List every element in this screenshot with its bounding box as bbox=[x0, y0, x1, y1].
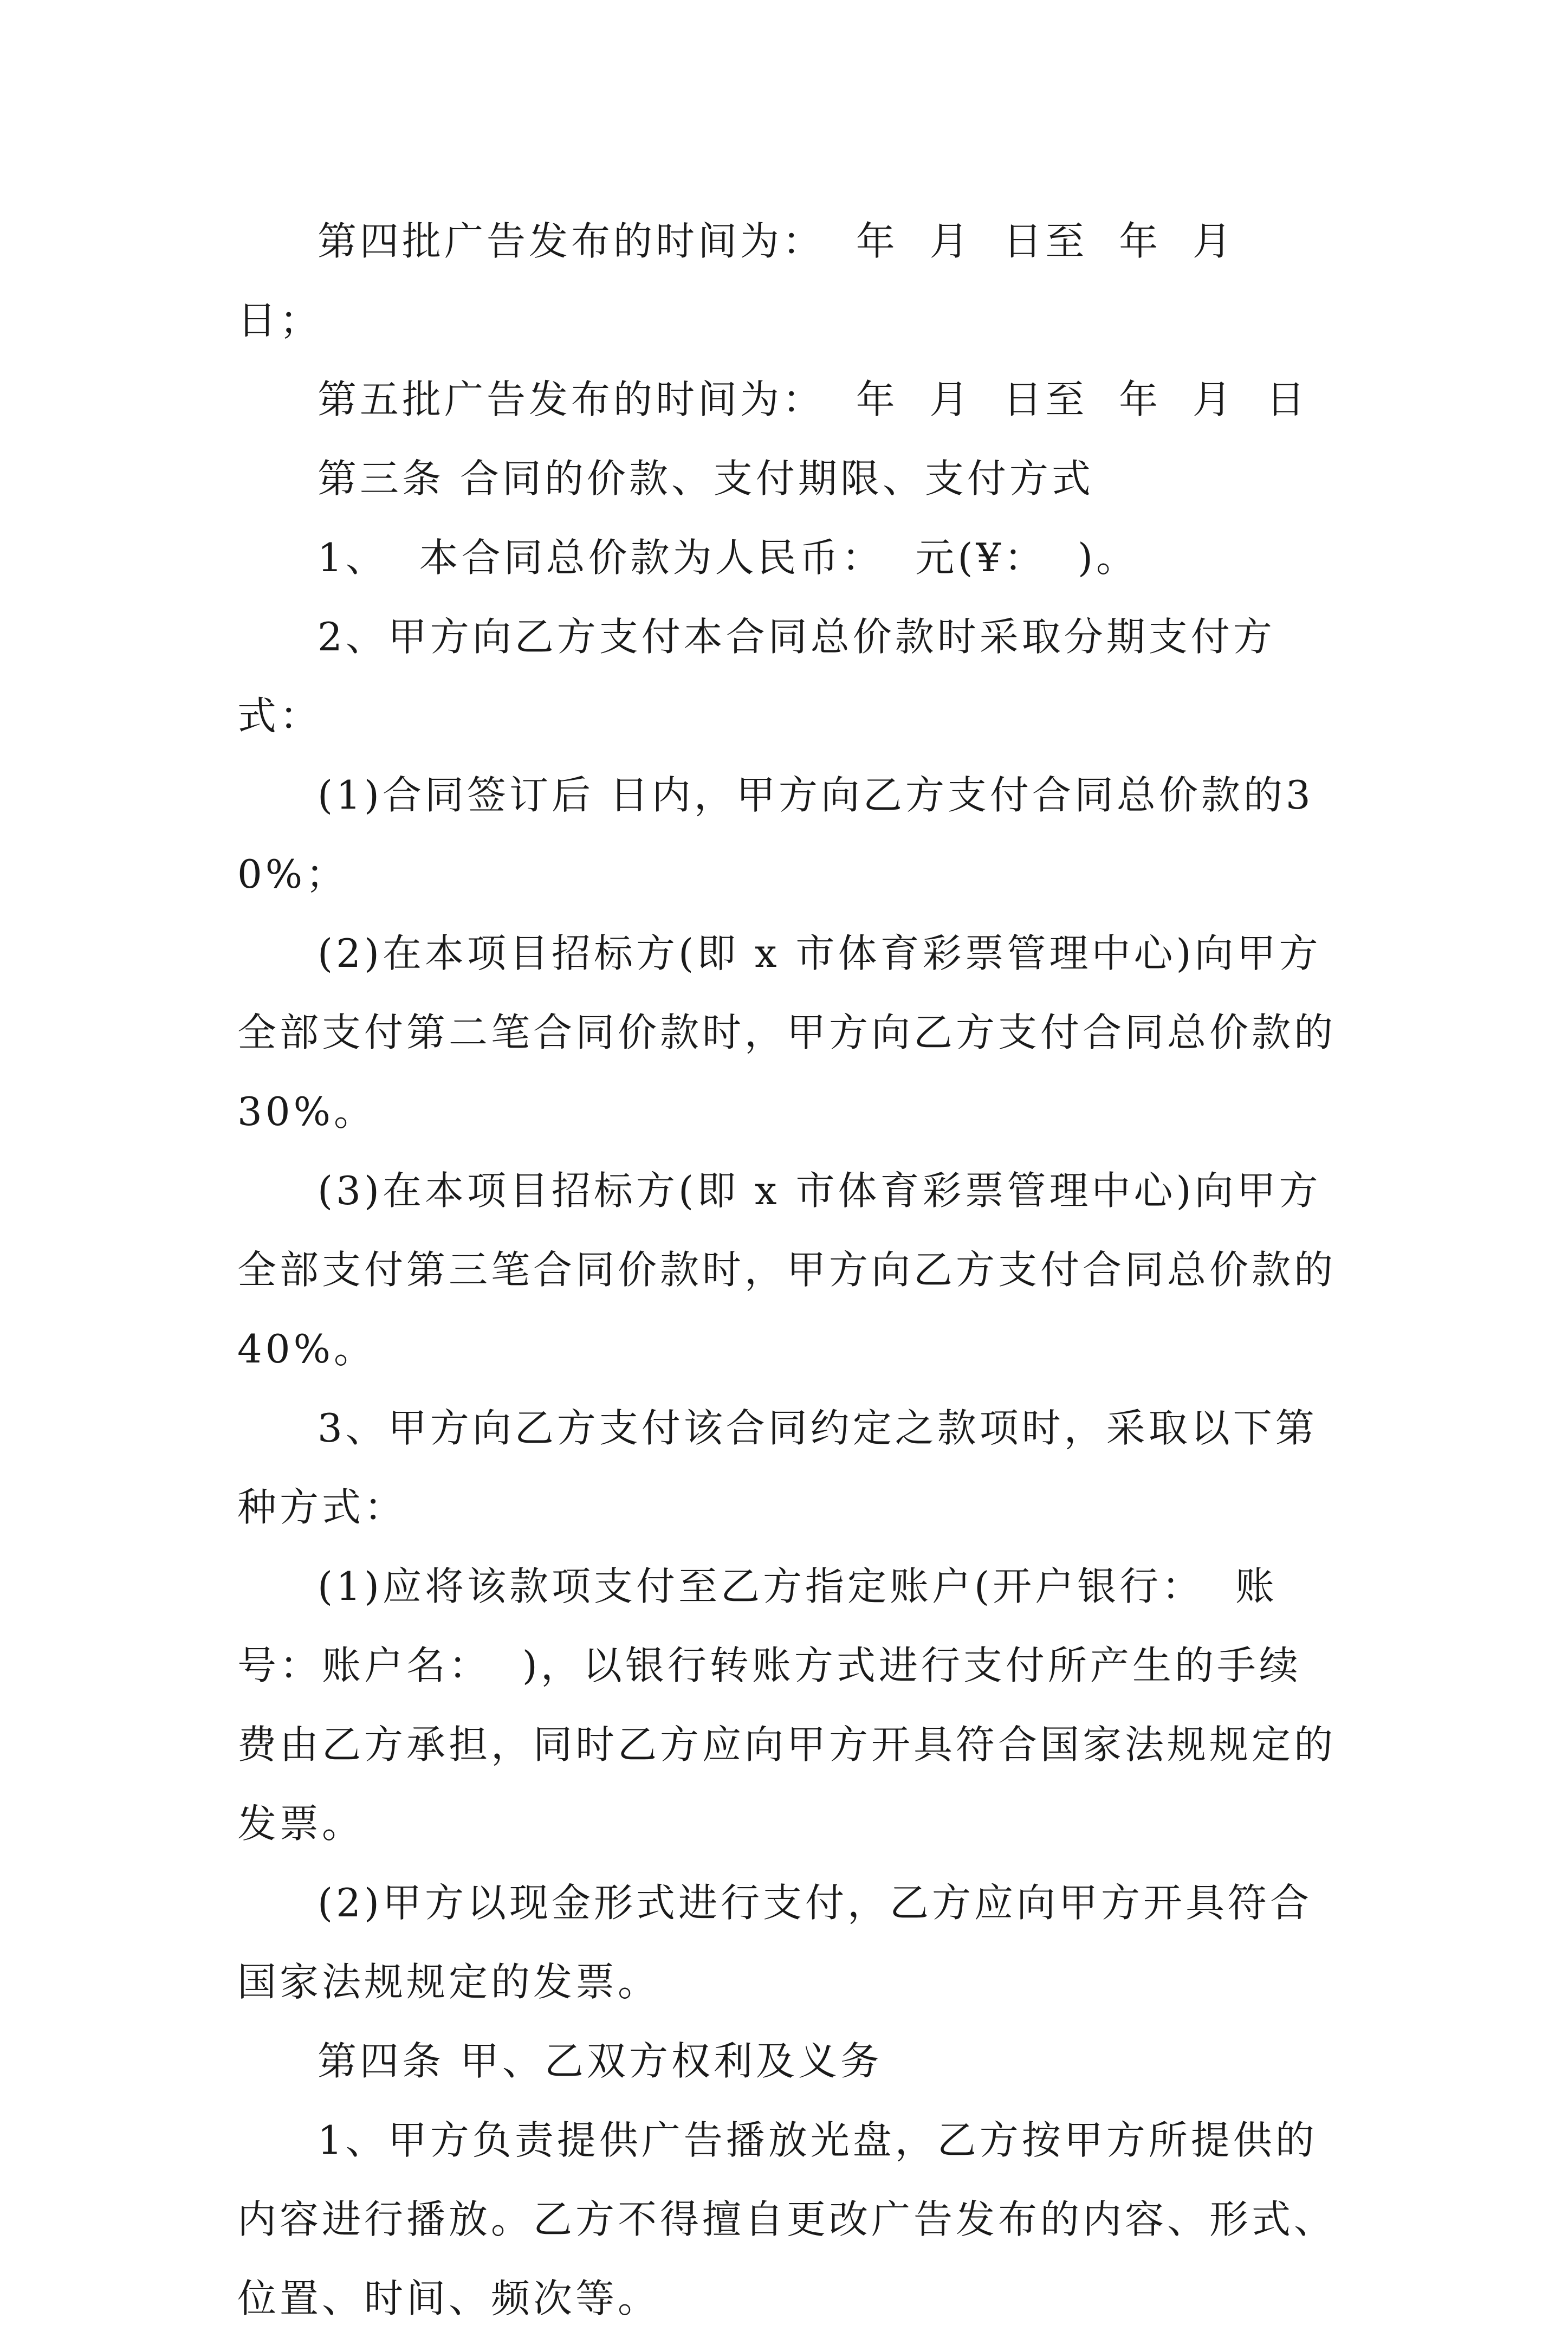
article-4-heading: 第四条 甲、乙双方权利及义务 bbox=[318, 2038, 883, 2084]
paragraph-batch-4-time: 第四批广告发布的时间为： 年 月 日至 年 月 日； bbox=[237, 218, 1266, 343]
clause-3-1: 1、 本合同总价款为人民币： 元(¥： )。 bbox=[318, 535, 1139, 580]
clause-3-2-1: (1)合同签订后 日内，甲方向乙方支付合同总价款的30%； bbox=[237, 772, 1314, 897]
article-3-heading: 第三条 合同的价款、支付期限、支付方式 bbox=[318, 456, 1094, 501]
clause-3-3-2: (2)甲方以现金形式进行支付，乙方应向甲方开具符合国家法规规定的发票。 bbox=[237, 1880, 1312, 2005]
clause-3-2-2: (2)在本项目招标方(即 x 市体育彩票管理中心)向甲方全部支付第二笔合同价款时，甲方向乙方支付合同总价款的30%。 bbox=[237, 931, 1337, 1134]
document-body bbox=[237, 202, 1343, 2338]
clause-3-3-1: (1)应将该款项支付至乙方指定账户(开户银行： 账号：账户名： )，以银行转账方式进行支付所产生的手续费由乙方承担，同时乙方应向甲方开具符合国家法规规定的发票。 bbox=[237, 1564, 1337, 1846]
clause-3-3: 3、甲方向乙方支付该合同约定之款项时，采取以下第 种方式： bbox=[237, 1405, 1333, 1530]
clause-3-2-3: (3)在本项目招标方(即 x 市体育彩票管理中心)向甲方全部支付第三笔合同价款时，甲方向乙方支付合同总价款的40%。 bbox=[237, 1168, 1337, 1372]
paragraph-batch-5-time: 第五批广告发布的时间为： 年 月 日至 年 月 日 bbox=[318, 377, 1308, 422]
clause-4-1: 1、甲方负责提供广告播放光盘，乙方按甲方所提供的内容进行播放。乙方不得擅自更改广告发布的内容、形式、位置、时间、频次等。 bbox=[237, 2117, 1337, 2321]
clause-3-2: 2、甲方向乙方支付本合同总价款时采取分期支付方式： bbox=[237, 614, 1275, 739]
